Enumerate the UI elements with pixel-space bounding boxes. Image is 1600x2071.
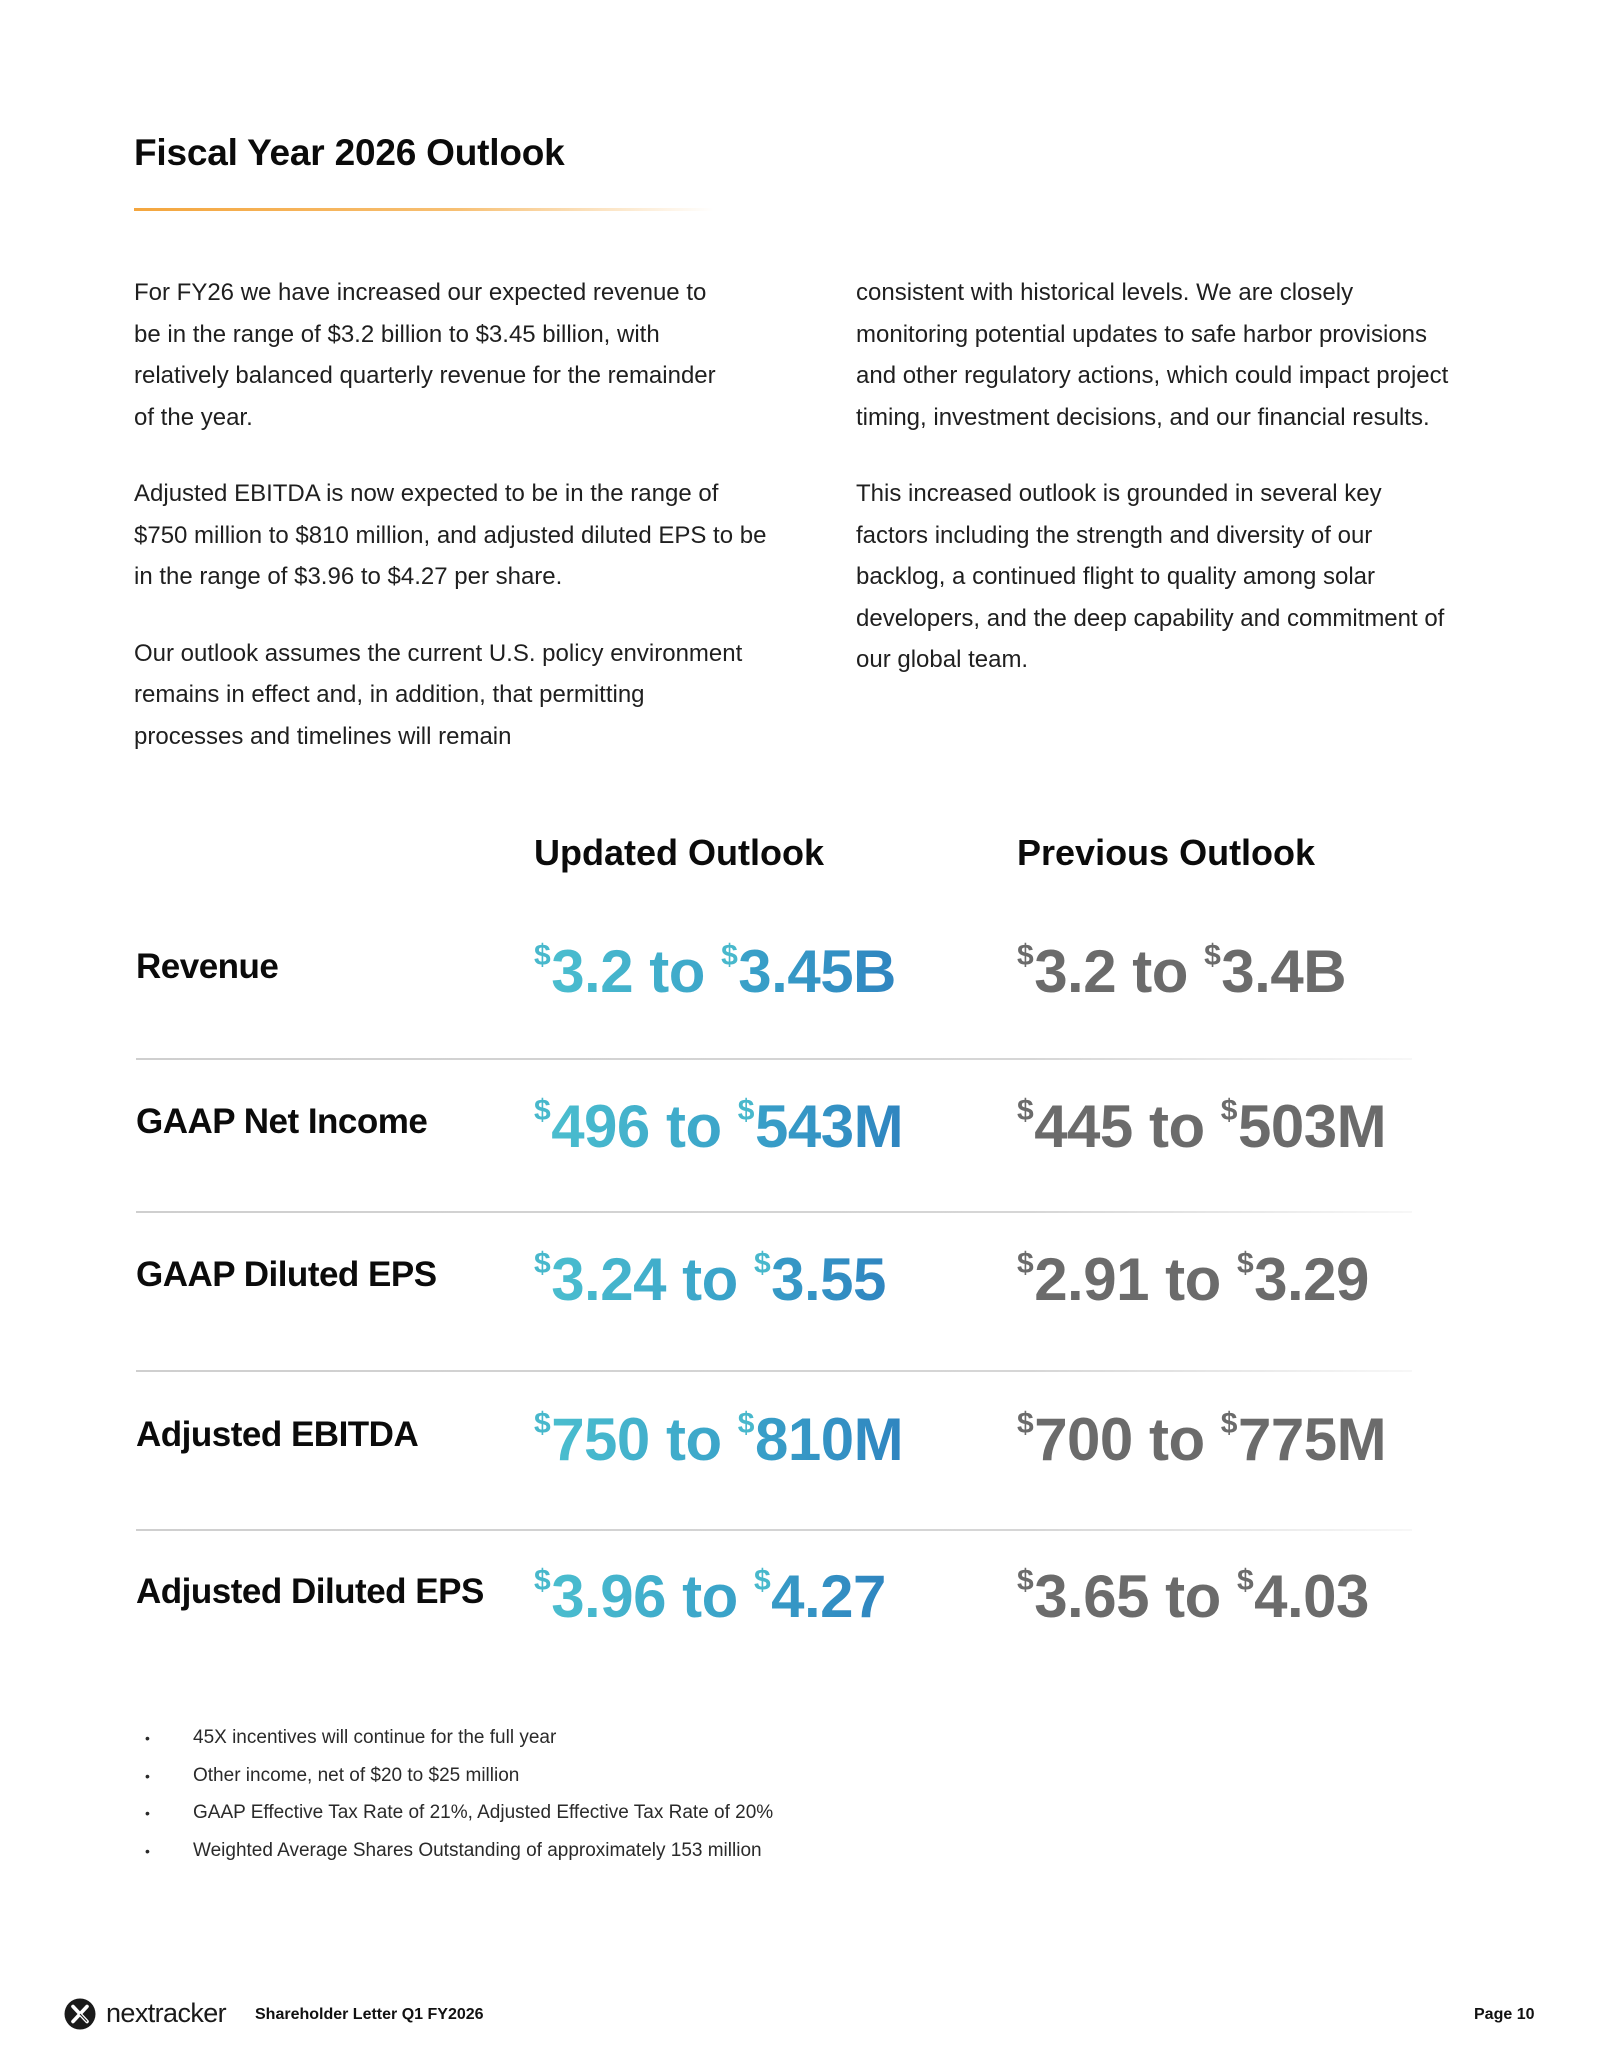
list-item: • Other income, net of $20 to $25 million	[142, 1757, 773, 1795]
outlook-row-gaap-diluted-eps	[136, 1245, 1412, 1315]
updated-value: $3.24 to $3.55	[534, 1246, 886, 1313]
bullet-icon: •	[145, 1730, 150, 1746]
body-paragraph: Adjusted EBITDA is now expected to be in the range of $750 million to $810 million, and adjusted diluted EPS to be in the range of $3.96 to $4.27 per share.	[134, 480, 767, 590]
list-item: • 45X incentives will continue for the full year	[142, 1719, 773, 1757]
title-underline	[134, 208, 714, 211]
outlook-row-gaap-net-income	[136, 1092, 1412, 1162]
page-title: Fiscal Year 2026 Outlook	[134, 132, 565, 173]
row-divider	[136, 1058, 1412, 1060]
previous-outlook-header: Previous Outlook	[1017, 832, 1316, 873]
outlook-row-adjusted-diluted-eps	[136, 1562, 1412, 1632]
updated-value: $750 to $810M	[534, 1406, 904, 1473]
nextracker-logo-icon	[64, 1998, 96, 2030]
brand-wordmark: nextracker	[106, 1998, 227, 2028]
row-label: Adjusted Diluted EPS	[136, 1572, 484, 1611]
previous-value: $2.91 to $3.29	[1017, 1246, 1369, 1313]
bullet-icon: •	[145, 1842, 150, 1859]
assumptions-list	[142, 1719, 773, 1869]
body-paragraph: This increased outlook is grounded in several key factors including the strength and diversity of our backlog, a continued flight to quality among solar developers, and the deep capability and commitment of our global team.	[856, 480, 1445, 673]
updated-outlook-header: Updated Outlook	[534, 832, 824, 873]
row-divider	[136, 1370, 1412, 1372]
body-paragraph: Our outlook assumes the current U.S. policy environment remains in effect and, in addition, that permitting processes and timelines will remain	[134, 639, 743, 750]
updated-value: $3.2 to $3.45B	[534, 938, 896, 1005]
body-right-column	[856, 272, 1476, 716]
body-left-column	[134, 272, 767, 792]
row-divider	[136, 1211, 1412, 1213]
body-paragraph: For FY26 we have increased our expected revenue to be in the range of $3.2 billion to $3.45 billion, with relatively balanced quarterly revenue for the remainder of the year.	[134, 279, 716, 431]
row-divider	[136, 1529, 1412, 1531]
outlook-row-revenue	[136, 937, 1412, 1007]
previous-value: $700 to $775M	[1017, 1406, 1387, 1473]
updated-value: $3.96 to $4.27	[534, 1563, 886, 1630]
previous-value: $445 to $503M	[1017, 1093, 1387, 1160]
row-label: Revenue	[136, 947, 279, 986]
row-label: Adjusted EBITDA	[136, 1415, 419, 1454]
bullet-icon: •	[145, 1767, 150, 1784]
outlook-row-adjusted-ebitda	[136, 1405, 1412, 1475]
list-item: • Weighted Average Shares Outstanding of approximately 153 million	[142, 1832, 773, 1870]
previous-value: $3.2 to $3.4B	[1017, 938, 1347, 1005]
row-label: GAAP Diluted EPS	[136, 1255, 437, 1294]
footer-document-title: Shareholder Letter Q1 FY2026	[255, 2006, 484, 2023]
list-item: • GAAP Effective Tax Rate of 21%, Adjusted Effective Tax Rate of 20%	[142, 1794, 773, 1832]
body-paragraph: consistent with historical levels. We are closely monitoring potential updates to safe harbor provisions and other regulatory actions, which could impact project timing, investment decisions, and our financial results.	[856, 279, 1449, 431]
page-number: Page 10	[1474, 2006, 1535, 2023]
updated-value: $496 to $543M	[534, 1093, 904, 1160]
bullet-icon: •	[145, 1805, 150, 1821]
previous-value: $3.65 to $4.03	[1017, 1563, 1369, 1630]
row-label: GAAP Net Income	[136, 1102, 428, 1141]
